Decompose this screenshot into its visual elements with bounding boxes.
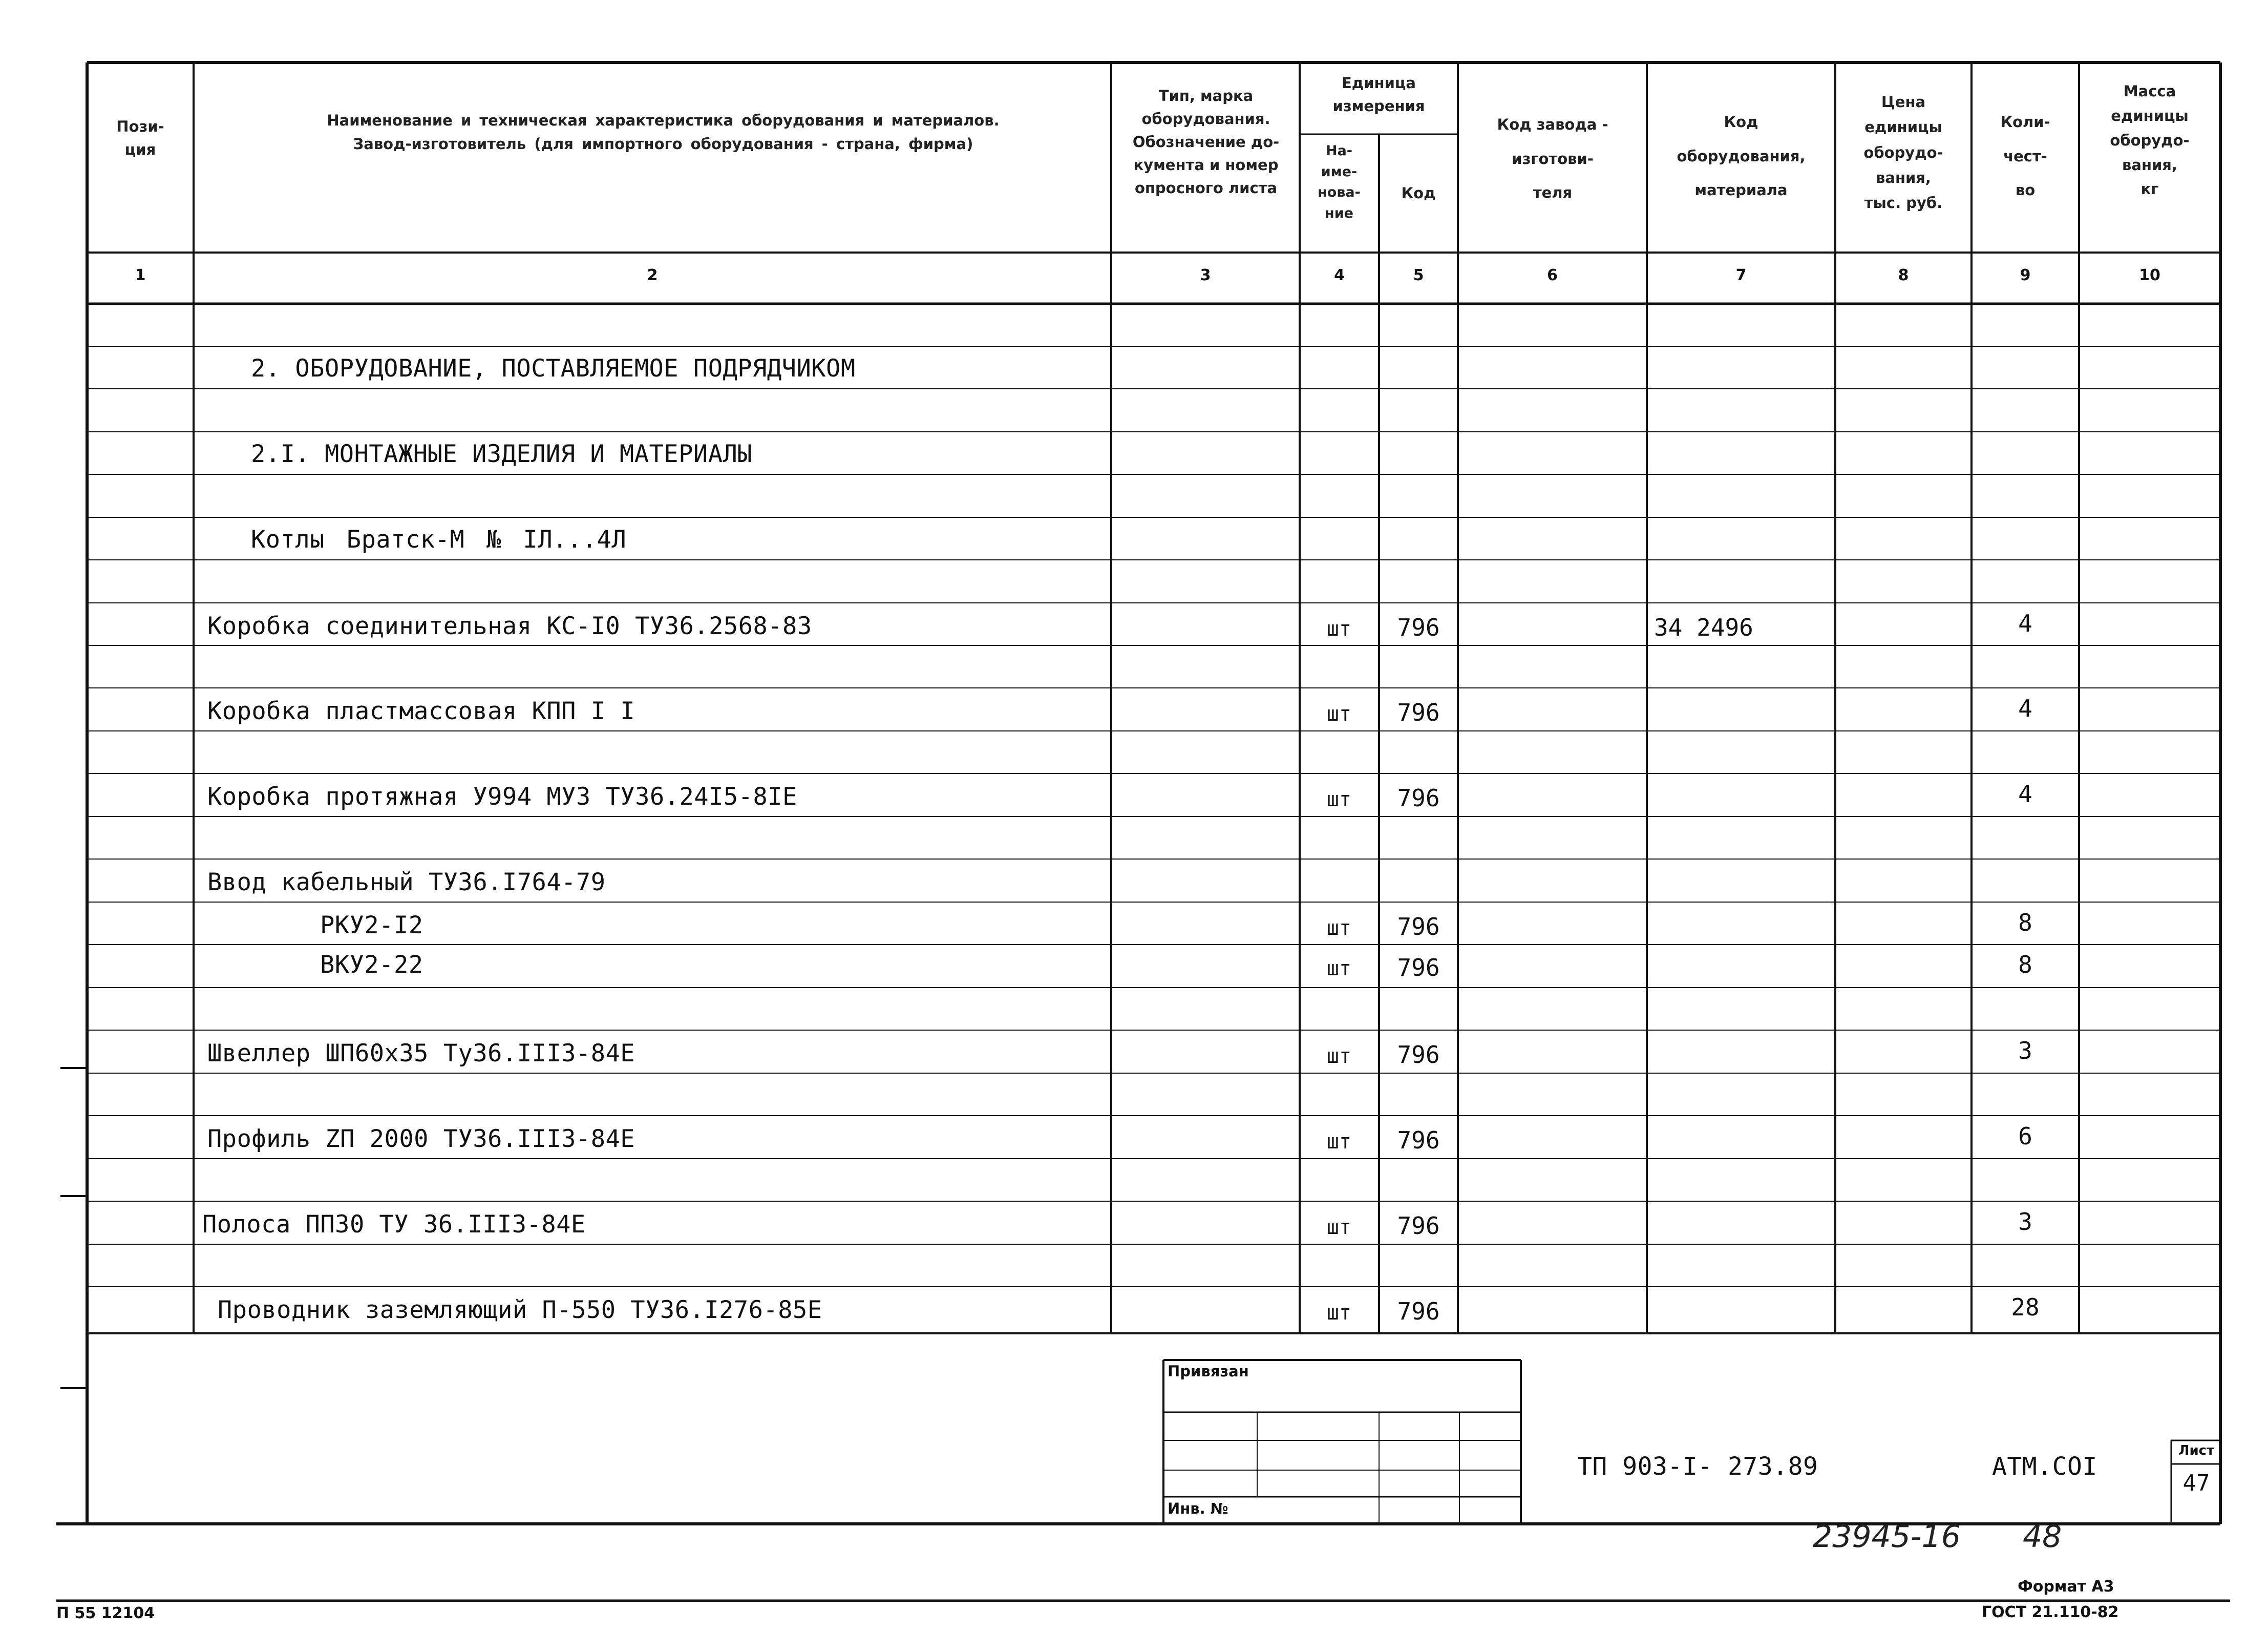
- stamp-doc-number: ТП 903-I- 273.89: [1577, 1452, 1818, 1481]
- handwritten-number: 23945-16: [1813, 1519, 1961, 1555]
- item-unit-code: 796: [1397, 614, 1440, 641]
- col-number: 5: [1413, 266, 1424, 284]
- stamp-privyazan: Привязан: [1168, 1363, 1249, 1380]
- item-quantity: 4: [2018, 780, 2032, 808]
- item-name: Коробка пластмассовая КПП I I: [207, 697, 635, 725]
- header-unit-name: На- име- нова- ние: [1318, 143, 1361, 221]
- item-quantity: 8: [2018, 951, 2032, 978]
- item-quantity: 28: [2011, 1293, 2040, 1321]
- item-name: Полоса ПП30 ТУ 36.III3-84Е: [202, 1210, 586, 1239]
- item-unit-code: 796: [1397, 1297, 1440, 1325]
- item-quantity: 6: [2018, 1122, 2032, 1150]
- item-unit: шт: [1326, 1044, 1352, 1068]
- gost-label: ГОСТ 21.110-82: [1982, 1603, 2119, 1621]
- col-number: 7: [1735, 266, 1747, 284]
- group-title: Котлы Братск-М № IЛ...4Л: [251, 526, 627, 554]
- stamp-inv-no: Инв. №: [1168, 1500, 1228, 1517]
- header-position: Пози- ция: [116, 118, 164, 158]
- item-quantity: 4: [2018, 610, 2032, 637]
- item-name: Коробка протяжная У994 МУЗ ТУ36.24I5-8IЕ: [207, 783, 797, 811]
- item-quantity: 8: [2018, 909, 2032, 936]
- stamp-doc-code: АТМ.СОI: [1992, 1452, 2097, 1481]
- item-unit: шт: [1326, 1216, 1352, 1239]
- item-unit-code: 796: [1397, 784, 1440, 812]
- item-unit-code: 796: [1397, 699, 1440, 726]
- section-title: 2. ОБОРУДОВАНИЕ, ПОСТАВЛЯЕМОЕ ПОДРЯДЧИКОМ: [251, 354, 856, 383]
- item-name: Швеллер ШП60х35 Ту36.III3-84Е: [207, 1039, 635, 1067]
- item-name: Ввод кабельный ТУ36.I764-79: [207, 868, 606, 896]
- header-unit-group: Единица измерения: [1332, 74, 1425, 115]
- col-number: 9: [2020, 266, 2031, 284]
- stamp-sheet-label: Лист: [2178, 1443, 2215, 1458]
- col-number: 1: [135, 266, 146, 284]
- subsection-title: 2.I. МОНТАЖНЫЕ ИЗДЕЛИЯ И МАТЕРИАЛЫ: [251, 440, 753, 468]
- header-quantity: Коли- чест- во: [2000, 113, 2050, 199]
- item-quantity: 3: [2018, 1208, 2032, 1236]
- stamp-sheet-number: 47: [2182, 1470, 2210, 1496]
- item-unit-code: 796: [1397, 1041, 1440, 1069]
- item-equipment-code: 34 2496: [1654, 614, 1753, 641]
- item-name: ВКУ2-22: [320, 951, 423, 979]
- item-unit: шт: [1326, 957, 1352, 980]
- header-equipment-code: Код оборудования, материала: [1677, 113, 1806, 199]
- item-quantity: 3: [2018, 1037, 2032, 1064]
- col-number: 6: [1547, 266, 1558, 284]
- left-code: П 55 12104: [56, 1604, 155, 1622]
- item-unit: шт: [1326, 788, 1352, 811]
- header-type: Тип, марка оборудования. Обозначение до- кумента и номер опросного листа: [1132, 87, 1280, 197]
- item-quantity: 4: [2018, 695, 2032, 722]
- item-unit-code: 796: [1397, 913, 1440, 940]
- header-price: Цена единицы оборудо- вания, тыс. руб.: [1863, 93, 1943, 212]
- handwritten-page: 48: [2023, 1519, 2062, 1555]
- col-number: 8: [1898, 266, 1909, 284]
- item-unit-code: 796: [1397, 1212, 1440, 1240]
- item-unit: шт: [1326, 617, 1352, 641]
- item-name: Профиль ZП 2000 ТУ36.III3-84Е: [207, 1125, 635, 1153]
- col-number: 4: [1334, 266, 1345, 284]
- header-name: [241, 109, 1086, 156]
- item-unit-code: 796: [1397, 954, 1440, 981]
- col-number: 3: [1200, 266, 1211, 284]
- item-name: РКУ2-I2: [320, 911, 423, 939]
- header-unit-code: Код: [1401, 184, 1436, 202]
- item-name: Проводник заземляющий П-550 ТУ36.I276-85Е: [218, 1296, 822, 1324]
- header-plant-code: Код завода - изготови- теля: [1497, 116, 1608, 202]
- item-unit: шт: [1326, 1301, 1352, 1325]
- item-name: Коробка соединительная КС-I0 ТУ36.2568-83: [207, 612, 812, 640]
- col-number: 2: [647, 266, 658, 284]
- item-unit: шт: [1326, 1130, 1352, 1154]
- item-unit-code: 796: [1397, 1126, 1440, 1154]
- item-unit: шт: [1326, 916, 1352, 940]
- col-number: 10: [2139, 266, 2160, 284]
- item-unit: шт: [1326, 702, 1352, 726]
- header-mass: Масса единицы оборудо- вания, кг: [2110, 82, 2190, 198]
- format-label: Формат А3: [2018, 1578, 2114, 1596]
- header-name-text: Наименование и техническая характеристика оборудования и материалов. Завод-изготовитель (для импортного оборудования - страна, фирма): [327, 112, 1000, 153]
